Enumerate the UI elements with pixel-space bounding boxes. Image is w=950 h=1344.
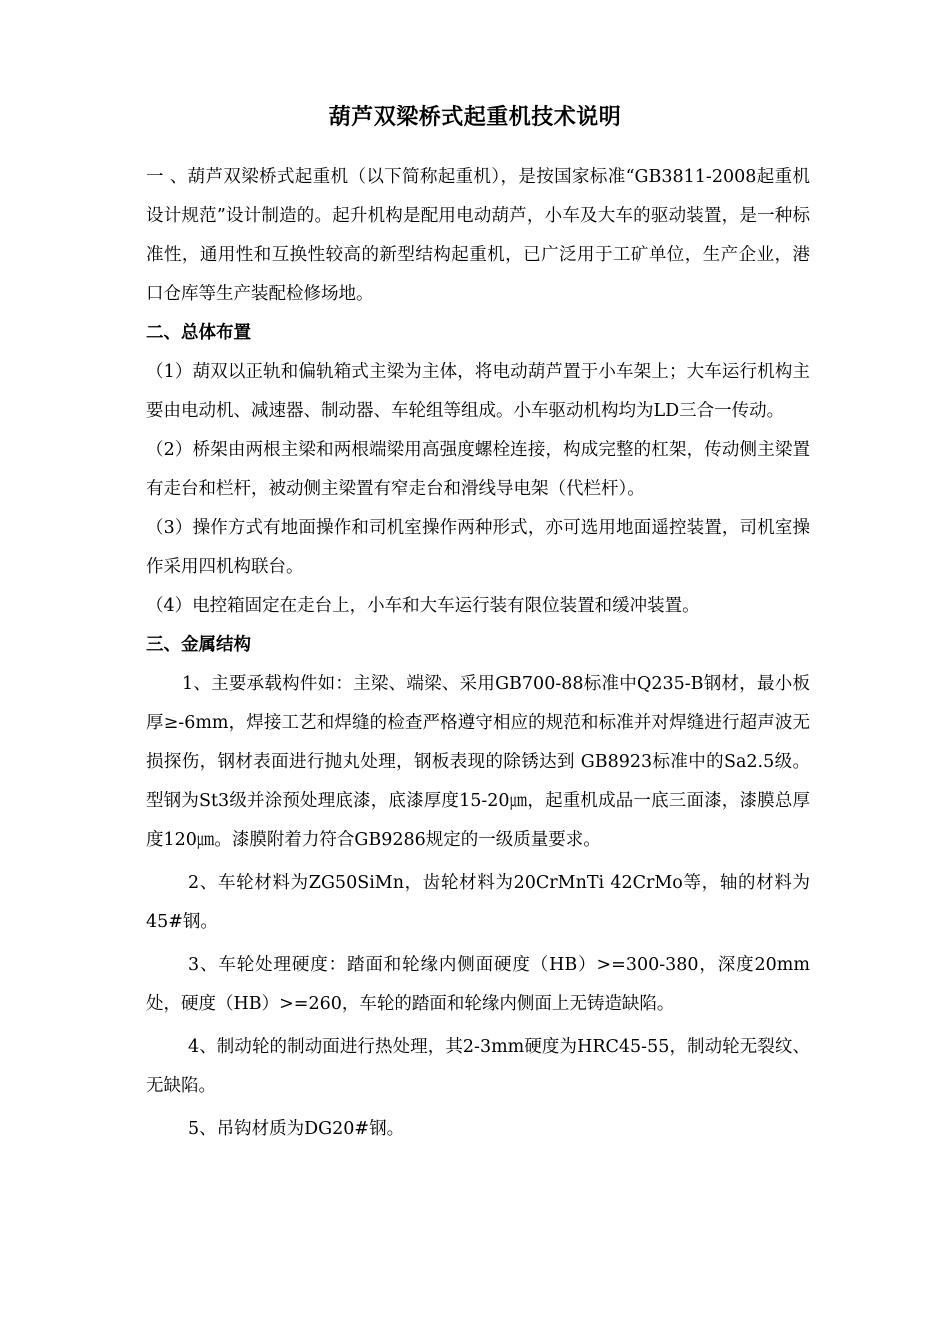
structure-paragraph-2: 2、车轮材料为ZG50SiMn，齿轮材料为20CrMnTi 42CrMo等，轴的材料为45#钢。 [146, 873, 810, 932]
layout-paragraph-1: （1）葫双以正轨和偏轨箱式主梁为主体，将电动葫芦置于小车架上；大车运行机构主要由电动机、减速器、制动器、车轮组等组成。小车驱动机构均为LD三合一传动。 [146, 362, 810, 421]
intro-paragraph: 一 、葫芦双梁桥式起重机（以下简称起重机），是按国家标准“GB3811-2008起重机设计规范”设计制造的。起升机构是配用电动葫芦，小车及大车的驱动装置，是一种标准性，通用性和互换性较高的新型结构起重机，已广泛用于工矿单位，生产企业，港口仓库等生产装配检修场地。 [146, 167, 810, 304]
structure-paragraph-3: 3、车轮处理硬度：踏面和轮缘内侧面硬度（HB）>=300-380，深度20mm处，硬度（HB）>=260，车轮的踏面和轮缘内侧面上无铸造缺陷。 [146, 955, 810, 1014]
structure-paragraph-5: 5、吊钩材质为DG20#钢。 [188, 1119, 405, 1139]
structure-paragraph-4: 4、制动轮的制动面进行热处理，其2-3mm硬度为HRC45-55，制动轮无裂纹、无缺陷。 [146, 1037, 810, 1096]
section-heading-general-layout: 二、总体布置 [146, 323, 251, 343]
document-body [146, 158, 810, 1149]
section-heading-metal-structure: 三、金属结构 [146, 635, 251, 655]
document-title: 葫芦双梁桥式起重机技术说明 [328, 105, 622, 130]
structure-paragraph-1: 1、主要承载构件如：主梁、端梁、采用GB700-88标准中Q235-B钢材，最小板厚≥-6mm，焊接工艺和焊缝的检查严格遵守相应的规范和标准并对焊缝进行超声波无损探伤，钢材表面进行抛丸处理，钢板表现的除锈达到 GB8923标准中的Sa2.5级。型钢为St3级并涂预处理底漆，底漆厚度15-20㎛，起重机成品一底三面漆，漆膜总厚度120㎛。漆膜附着力符合GB9286规定的一级质量要求。 [146, 674, 810, 850]
layout-paragraph-3: （3）操作方式有地面操作和司机室操作两种形式，亦可选用地面遥控装置，司机室操作采用四机构联台。 [146, 518, 810, 577]
layout-paragraph-2: （2）桥架由两根主梁和两根端梁用高强度螺栓连接，构成完整的杠架，传动侧主梁置有走台和栏杆，被动侧主梁置有窄走台和滑线导电架（代栏杆）。 [146, 440, 810, 499]
layout-paragraph-4: （4）电控箱固定在走台上，小车和大车运行装有限位装置和缓冲装置。 [146, 596, 700, 616]
